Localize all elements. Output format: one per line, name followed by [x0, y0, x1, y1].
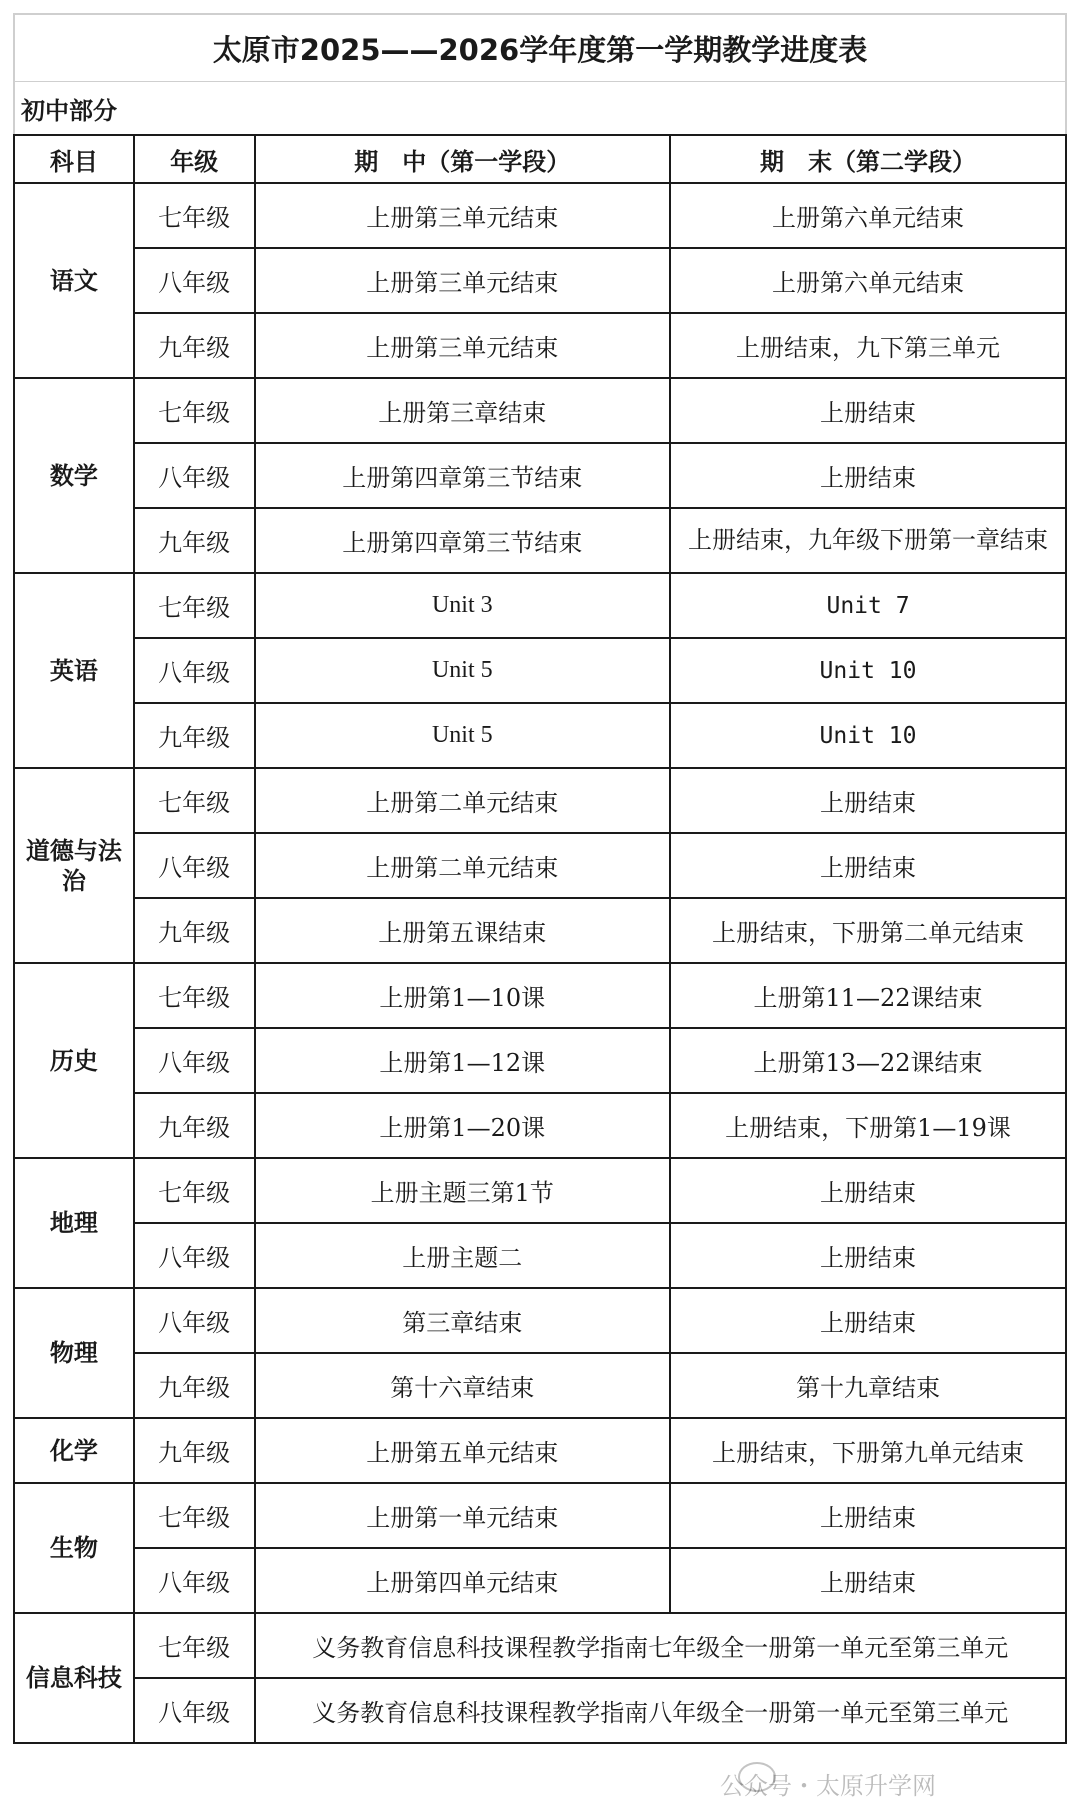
grade-cell: 八年级 [134, 443, 255, 508]
midterm-cell: 上册第一单元结束 [255, 1483, 671, 1548]
final-cell: Unit 7 [670, 573, 1066, 638]
midterm-cell: Unit 5 [255, 638, 671, 703]
midterm-cell: 上册第四章第三节结束 [255, 443, 671, 508]
grade-cell: 九年级 [134, 508, 255, 573]
subject-cell: 数学 [14, 378, 134, 573]
midterm-cell: 上册第三章结束 [255, 378, 671, 443]
watermark-text: 公众号・太原升学网 [720, 1772, 936, 1800]
midterm-cell: 上册第五单元结束 [255, 1418, 671, 1483]
midterm-cell: 上册第二单元结束 [255, 768, 671, 833]
subject-cell: 道德与法治 [14, 768, 134, 963]
grade-cell: 七年级 [134, 378, 255, 443]
header-row [14, 135, 1066, 183]
table-row [14, 703, 1066, 768]
grade-cell: 八年级 [134, 638, 255, 703]
final-cell: 上册结束，九年级下册第一章结束 [670, 508, 1066, 573]
header-midterm: 期 中（第一学段） [255, 135, 671, 183]
final-cell: 第十九章结束 [670, 1353, 1066, 1418]
subject-cell: 物理 [14, 1288, 134, 1418]
table-row [14, 1223, 1066, 1288]
midterm-cell: 上册第1—10课 [255, 963, 671, 1028]
midterm-cell: Unit 5 [255, 703, 671, 768]
subject-cell: 化学 [14, 1418, 134, 1483]
table-row [14, 1353, 1066, 1418]
grade-cell: 七年级 [134, 768, 255, 833]
table-row [14, 1028, 1066, 1093]
table-row [14, 1678, 1066, 1743]
header-grade: 年级 [134, 135, 255, 183]
grade-cell: 九年级 [134, 703, 255, 768]
grade-cell: 九年级 [134, 898, 255, 963]
schedule-body [14, 183, 1066, 1743]
table-row [14, 508, 1066, 573]
final-cell: 上册第六单元结束 [670, 248, 1066, 313]
midterm-cell: 上册第二单元结束 [255, 833, 671, 898]
midterm-cell: 上册第1—12课 [255, 1028, 671, 1093]
progress-document [13, 13, 1067, 1744]
merged-content-cell: 义务教育信息科技课程教学指南八年级全一册第一单元至第三单元 [255, 1678, 1066, 1743]
grade-cell: 七年级 [134, 183, 255, 248]
grade-cell: 九年级 [134, 1418, 255, 1483]
final-cell: 上册结束 [670, 1223, 1066, 1288]
final-cell: 上册结束 [670, 833, 1066, 898]
table-row [14, 1288, 1066, 1353]
grade-cell: 八年级 [134, 248, 255, 313]
midterm-cell: 上册第五课结束 [255, 898, 671, 963]
midterm-cell: 上册第三单元结束 [255, 183, 671, 248]
subject-cell: 历史 [14, 963, 134, 1158]
final-cell: 上册结束，下册第二单元结束 [670, 898, 1066, 963]
table-row [14, 378, 1066, 443]
table-row [14, 183, 1066, 248]
grade-cell: 七年级 [134, 963, 255, 1028]
final-cell: 上册结束，下册第1—19课 [670, 1093, 1066, 1158]
final-cell: 上册第13—22课结束 [670, 1028, 1066, 1093]
section-label: 初中部分 [13, 82, 1067, 134]
document-title: 太原市2025——2026学年度第一学期教学进度表 [13, 13, 1067, 82]
final-cell: 上册结束 [670, 443, 1066, 508]
final-cell: 上册结束 [670, 378, 1066, 443]
grade-cell: 七年级 [134, 573, 255, 638]
table-row [14, 768, 1066, 833]
final-cell: 上册第六单元结束 [670, 183, 1066, 248]
grade-cell: 八年级 [134, 1028, 255, 1093]
table-row [14, 1093, 1066, 1158]
final-cell: Unit 10 [670, 703, 1066, 768]
grade-cell: 七年级 [134, 1158, 255, 1223]
subject-cell: 生物 [14, 1483, 134, 1613]
grade-cell: 七年级 [134, 1613, 255, 1678]
midterm-cell: 上册第四单元结束 [255, 1548, 671, 1613]
header-subject: 科目 [14, 135, 134, 183]
table-row [14, 1613, 1066, 1678]
grade-cell: 七年级 [134, 1483, 255, 1548]
grade-cell: 八年级 [134, 1678, 255, 1743]
table-row [14, 573, 1066, 638]
subject-cell: 地理 [14, 1158, 134, 1288]
subject-cell: 语文 [14, 183, 134, 378]
subject-cell: 英语 [14, 573, 134, 768]
midterm-cell: 第十六章结束 [255, 1353, 671, 1418]
table-row [14, 1418, 1066, 1483]
midterm-cell: 上册主题二 [255, 1223, 671, 1288]
table-row [14, 1548, 1066, 1613]
midterm-cell: 上册第1—20课 [255, 1093, 671, 1158]
grade-cell: 八年级 [134, 1223, 255, 1288]
final-cell: 上册结束，下册第九单元结束 [670, 1418, 1066, 1483]
table-row [14, 313, 1066, 378]
final-cell: 上册结束 [670, 768, 1066, 833]
table-row [14, 248, 1066, 313]
final-cell: 上册第11—22课结束 [670, 963, 1066, 1028]
table-row [14, 443, 1066, 508]
subject-cell: 信息科技 [14, 1613, 134, 1743]
midterm-cell: 上册第三单元结束 [255, 248, 671, 313]
header-final: 期 末（第二学段） [670, 135, 1066, 183]
final-cell: 上册结束 [670, 1158, 1066, 1223]
midterm-cell: 上册主题三第1节 [255, 1158, 671, 1223]
grade-cell: 九年级 [134, 1093, 255, 1158]
final-cell: 上册结束 [670, 1483, 1066, 1548]
final-cell: Unit 10 [670, 638, 1066, 703]
schedule-table [13, 134, 1067, 1744]
midterm-cell: Unit 3 [255, 573, 671, 638]
final-cell: 上册结束 [670, 1288, 1066, 1353]
grade-cell: 八年级 [134, 1548, 255, 1613]
table-row [14, 833, 1066, 898]
grade-cell: 九年级 [134, 313, 255, 378]
final-cell: 上册结束 [670, 1548, 1066, 1613]
midterm-cell: 上册第四章第三节结束 [255, 508, 671, 573]
table-row [14, 898, 1066, 963]
table-row [14, 963, 1066, 1028]
midterm-cell: 上册第三单元结束 [255, 313, 671, 378]
midterm-cell: 第三章结束 [255, 1288, 671, 1353]
grade-cell: 八年级 [134, 833, 255, 898]
grade-cell: 九年级 [134, 1353, 255, 1418]
final-cell: 上册结束，九下第三单元 [670, 313, 1066, 378]
table-row [14, 1158, 1066, 1223]
table-row [14, 638, 1066, 703]
merged-content-cell: 义务教育信息科技课程教学指南七年级全一册第一单元至第三单元 [255, 1613, 1066, 1678]
grade-cell: 八年级 [134, 1288, 255, 1353]
table-row [14, 1483, 1066, 1548]
